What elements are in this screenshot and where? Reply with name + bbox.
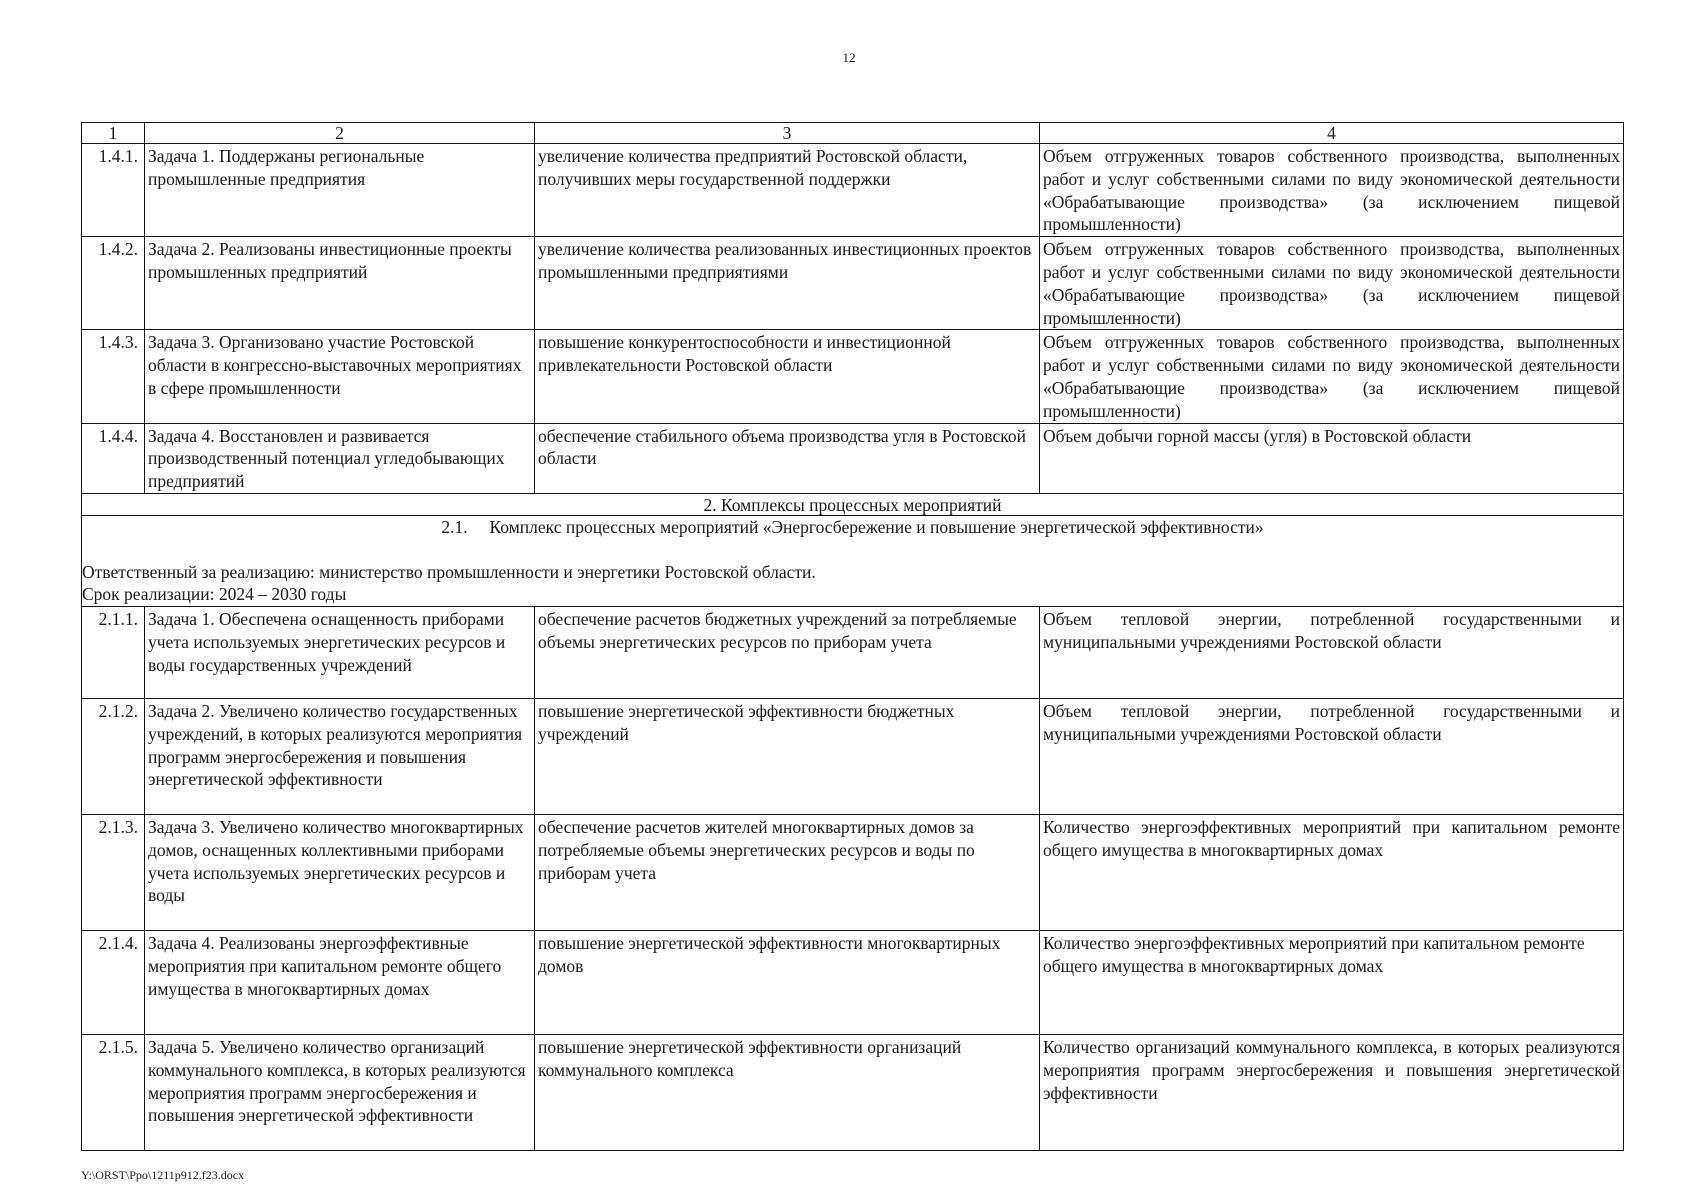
task-cell: Задача 3. Увеличено количество многоквартирных домов, оснащенных коллективными приборами учета используемых энергетических ресурсов и воды [145, 814, 535, 930]
row-number: 2.1.5. [82, 1034, 145, 1150]
section-row [82, 493, 1624, 515]
table-header-row [82, 123, 1624, 144]
task-cell: Задача 4. Восстановлен и развивается производственный потенциал угледобывающих предприятий [145, 423, 535, 493]
page-number: 12 [842, 50, 856, 65]
table-row [82, 930, 1624, 1034]
effect-cell: повышение конкурентоспособности и инвестиционной привлекательности Ростовской области [535, 330, 1040, 423]
effect-cell: повышение энергетической эффективности организаций коммунального комплекса [535, 1034, 1040, 1150]
indicator-cell: Количество энергоэффективных мероприятий при капитальном ремонте общего имущества в многоквартирных домах [1040, 930, 1624, 1034]
effect-cell: повышение энергетической эффективности многоквартирных домов [535, 930, 1040, 1034]
effect-cell: обеспечение стабильного объема производства угля в Ростовской области [535, 423, 1040, 493]
task-cell: Задача 3. Организовано участие Ростовской области в конгрессно-выставочных мероприятиях в сфере промышленности [145, 330, 535, 423]
table-row [82, 144, 1624, 237]
effect-cell: увеличение количества предприятий Ростовской области, получивших меры государственной поддержки [535, 144, 1040, 237]
table-row [82, 423, 1624, 493]
row-number: 2.1.2. [82, 698, 145, 814]
effect-cell: обеспечение расчетов жителей многоквартирных домов за потребляемые объемы энергетических ресурсов и воды по приборам учета [535, 814, 1040, 930]
task-cell: Задача 1. Поддержаны региональные промышленные предприятия [145, 144, 535, 237]
table-row [82, 1034, 1624, 1150]
row-number: 2.1.1. [82, 606, 145, 698]
header-col-2: 2 [145, 123, 535, 144]
header-col-3: 3 [535, 123, 1040, 144]
complex-title: 2.1. Комплекс процессных мероприятий «Энергосбережение и повышение энергетической эффективности» [441, 516, 1264, 537]
indicator-cell: Объем тепловой энергии, потребленной государственными и муниципальными учреждениями Ростовской области [1040, 698, 1624, 814]
section-title: 2. Комплексы процессных мероприятий [82, 493, 1624, 515]
indicator-cell: Объем отгруженных товаров собственного производства, выполненных работ и услуг собственными силами по виду экономической деятельности «Обрабатывающие производства» (за исключением пищевой промышленности) [1040, 144, 1624, 237]
effect-cell: увеличение количества реализованных инвестиционных проектов промышленными предприятиями [535, 237, 1040, 330]
effect-cell: повышение энергетической эффективности бюджетных учреждений [535, 698, 1040, 814]
table-row [82, 606, 1624, 698]
row-number: 1.4.3. [82, 330, 145, 423]
row-number: 1.4.1. [82, 144, 145, 237]
indicator-cell: Объем отгруженных товаров собственного производства, выполненных работ и услуг собственными силами по виду экономической деятельности «Обрабатывающие производства» (за исключением пищевой промышленности) [1040, 330, 1624, 423]
effect-cell: обеспечение расчетов бюджетных учреждений за потребляемые объемы энергетических ресурсов по приборам учета [535, 606, 1040, 698]
file-path-footer: Y:\ORST\Ppo\1211p912.f23.docx [81, 1168, 245, 1182]
table-row [82, 237, 1624, 330]
indicator-cell: Количество энергоэффективных мероприятий при капитальном ремонте общего имущества в многоквартирных домах [1040, 814, 1624, 930]
task-cell: Задача 2. Реализованы инвестиционные проекты промышленных предприятий [145, 237, 535, 330]
indicator-cell: Объем добычи горной массы (угля) в Ростовской области [1040, 423, 1624, 493]
row-number: 2.1.3. [82, 814, 145, 930]
row-number: 2.1.4. [82, 930, 145, 1034]
table-row [82, 814, 1624, 930]
complex-responsible: Ответственный за реализацию: министерство промышленности и энергетики Ростовской области. [82, 561, 816, 582]
header-col-1: 1 [82, 123, 145, 144]
task-cell: Задача 4. Реализованы энергоэффективные мероприятия при капитальном ремонте общего имущества в многоквартирных домах [145, 930, 535, 1034]
complex-period: Срок реализации: 2024 – 2030 годы [82, 584, 347, 605]
indicator-cell: Объем тепловой энергии, потребленной государственными и муниципальными учреждениями Ростовской области [1040, 606, 1624, 698]
indicator-cell: Объем отгруженных товаров собственного производства, выполненных работ и услуг собственными силами по виду экономической деятельности «Обрабатывающие производства» (за исключением пищевой промышленности) [1040, 237, 1624, 330]
task-cell: Задача 2. Увеличено количество государственных учреждений, в которых реализуются мероприятия программ энергосбережения и повышения энергетической эффективности [145, 698, 535, 814]
row-number: 1.4.2. [82, 237, 145, 330]
header-col-4: 4 [1040, 123, 1624, 144]
table-row [82, 698, 1624, 814]
row-number: 1.4.4. [82, 423, 145, 493]
complex-cell [82, 515, 1624, 606]
indicator-cell: Количество организаций коммунального комплекса, в которых реализуются мероприятия программ энергосбережения и повышения энергетической эффективности [1040, 1034, 1624, 1150]
task-cell: Задача 5. Увеличено количество организаций коммунального комплекса, в которых реализуются мероприятия программ энергосбережения и повышения энергетической эффективности [145, 1034, 535, 1150]
goals-table [81, 122, 1624, 1151]
table-row [82, 330, 1624, 423]
task-cell: Задача 1. Обеспечена оснащенность приборами учета используемых энергетических ресурсов и воды государственных учреждений [145, 606, 535, 698]
complex-row [82, 515, 1624, 606]
